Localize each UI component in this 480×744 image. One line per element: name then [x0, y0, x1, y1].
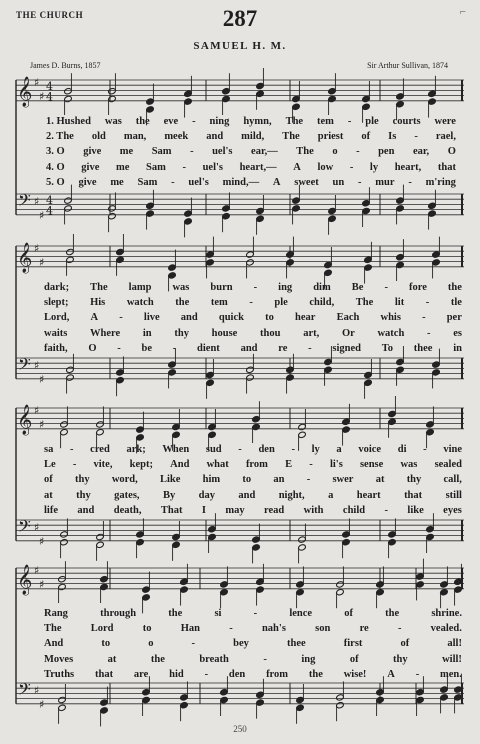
lyric-syllable: ly [311, 444, 320, 455]
lyric-syllable: Lord, [44, 312, 70, 324]
lyric-syllable: ly [369, 161, 379, 173]
lyric-syllable: thy [76, 489, 91, 501]
lyric-syllable: watch [377, 327, 405, 339]
lyric-syllable: call, [443, 474, 462, 486]
sharp-icon: ♯ [39, 209, 45, 222]
lyric-syllable: per [446, 312, 462, 324]
lyric-syllable: vealed. [430, 623, 462, 635]
lyric-syllable: - [191, 638, 196, 650]
lyric-syllable: - [422, 312, 426, 324]
lyric-syllable: from [266, 668, 289, 680]
treble-clef-icon: 𝄞 [17, 405, 33, 435]
lyric-syllable: a [336, 444, 342, 455]
lyric-syllable: Han [180, 623, 200, 635]
lyric-syllable: night, [278, 489, 305, 501]
lyric-syllable: child [342, 504, 366, 516]
lyric-syllable: watch [126, 297, 154, 309]
lyric-syllable: O [447, 146, 456, 158]
lyric-syllable: o [148, 638, 154, 650]
sharp-icon: ♯ [34, 564, 40, 577]
lyric-syllable: vite, [93, 459, 113, 471]
lyric-syllable: voice [358, 444, 382, 455]
lyric-syllable: Where [90, 327, 121, 339]
lyric-syllable: I [201, 504, 206, 516]
lyric-syllable: den [258, 444, 275, 455]
lyric-syllable: Rang [44, 608, 68, 619]
lyric-syllable: - [308, 342, 312, 354]
lyric-syllable: him [202, 474, 221, 486]
lyric-syllable: 5. O [46, 176, 65, 188]
sharp-icon: ♯ [34, 76, 40, 89]
lyric-syllable: mur [375, 176, 395, 188]
lyric-syllable: through [100, 608, 137, 619]
lyric-syllable: ear,— [251, 146, 278, 158]
lyric-syllable: - [423, 444, 427, 455]
lyric-syllable: the [175, 297, 190, 309]
lyric-syllable: like [407, 504, 424, 516]
time-signature: 4 [46, 204, 53, 218]
lyric-line-verse-3 [44, 312, 462, 323]
lyric-syllable: Lord [90, 623, 114, 635]
lyric-syllable: shrine. [431, 608, 462, 619]
lyric-syllable: child, [309, 297, 335, 309]
lyric-syllable: and [77, 504, 95, 516]
lyric-syllable: To [381, 342, 394, 354]
lyric-syllable: - [415, 668, 420, 680]
lyric-syllable: - [309, 459, 313, 471]
lyric-line-verse-4 [44, 328, 462, 339]
lyric-syllable: Sam [137, 176, 158, 188]
lyric-syllable: mind,— [222, 176, 260, 188]
lyric-syllable: in [453, 342, 462, 354]
lyric-syllable: meek [164, 131, 189, 143]
lyric-syllable: gates, [114, 489, 140, 501]
lyric-syllable: uel's [188, 176, 209, 188]
lyric-syllable: A [272, 176, 281, 188]
sharp-icon: ♯ [39, 578, 45, 591]
lyric-syllable: was [400, 459, 418, 471]
lyric-syllable: 1. Hushed [46, 116, 91, 127]
lyric-syllable: es [453, 327, 462, 339]
lyric-syllable: the [135, 116, 150, 127]
lyric-syllable: that [94, 668, 114, 680]
lyric-syllable: wise! [343, 668, 367, 680]
sharp-icon: ♯ [34, 684, 40, 697]
lyric-syllable: - [204, 668, 209, 680]
lyric-syllable: faith, [44, 342, 68, 354]
sharp-icon: ♯ [39, 90, 45, 103]
lyric-syllable: a [328, 489, 334, 501]
lyric-syllable: - [347, 116, 352, 127]
lyric-line-verse-3 [44, 474, 462, 485]
lyric-line-verse-2 [44, 623, 462, 634]
lyric-syllable: Le [44, 459, 56, 471]
lyric-line-verse-4 [44, 490, 462, 501]
lyric-line-verse-5 [44, 343, 462, 354]
lyric-syllable: A [387, 668, 395, 680]
lyric-syllable: Like [160, 474, 181, 486]
lyric-syllable: at [44, 489, 53, 501]
lyric-syllable: and [180, 312, 198, 324]
lyric-syllable: lence [289, 608, 313, 619]
lyric-syllable: - [119, 312, 123, 324]
lyric-syllable: - [249, 297, 253, 309]
lyric-syllable: The [282, 131, 300, 143]
lyric-syllable: - [425, 297, 430, 309]
lyric-syllable: in [142, 327, 152, 339]
lyric-syllable: - [397, 623, 402, 635]
lyric-syllable: may [225, 504, 245, 516]
sharp-icon: ♯ [34, 404, 40, 417]
lyric-line-verse-1 [44, 444, 462, 455]
lyric-syllable: 2. The [46, 131, 74, 143]
lyric-syllable: E [285, 459, 293, 471]
lyric-syllable: of [44, 474, 53, 486]
lyric-syllable: hid [169, 668, 184, 680]
lyric-syllable: tle [450, 297, 462, 309]
lyric-syllable: - [291, 444, 295, 455]
lyric-syllable: Moves [44, 653, 74, 665]
lyric-syllable: day [198, 489, 215, 501]
lyric-syllable: di [397, 444, 407, 455]
lyric-syllable: Sam [151, 146, 172, 158]
treble-clef-icon: 𝄞 [17, 77, 33, 107]
lyric-syllable: ning [209, 116, 230, 127]
lyric-syllable: Sam [146, 161, 166, 173]
lyric-syllable: By [162, 489, 176, 501]
lyric-syllable: breath [199, 653, 229, 665]
lyric-syllable: are [133, 668, 149, 680]
lyric-syllable: ing [301, 653, 316, 665]
lyric-syllable: - [356, 146, 360, 158]
lyric-syllable: Truths [44, 668, 75, 680]
bass-clef-icon: 𝄢 [18, 516, 31, 540]
lyric-syllable: ear, [412, 146, 430, 158]
lyric-syllable: - [253, 282, 258, 293]
sharp-icon: ♯ [39, 698, 45, 711]
lyric-syllable: un [332, 176, 345, 188]
lyric-syllable: the [385, 608, 400, 619]
lyric-line-verse-3 [46, 146, 456, 157]
lyric-syllable: ple [274, 297, 288, 309]
lyric-syllable: thy [406, 474, 422, 486]
time-signature: 4 [46, 194, 53, 207]
lyric-syllable: thy [74, 474, 90, 486]
lyric-syllable: that [404, 489, 423, 501]
corner-mark-icon: ⌐ [459, 6, 466, 18]
lyric-syllable: A [90, 312, 99, 324]
lyric-syllable: to [265, 312, 274, 324]
lyric-syllable: - [358, 176, 362, 188]
lyric-syllable: signed [332, 342, 361, 354]
lyric-syllable: tem [210, 297, 228, 309]
lyric-syllable: and [240, 342, 258, 354]
lyric-syllable: When [162, 444, 190, 455]
lyric-syllable: m'ring [425, 176, 456, 188]
lyric-syllable: O [88, 342, 97, 354]
lyric-syllable: - [229, 623, 233, 635]
lyric-syllable: still [445, 489, 462, 501]
lyric-syllable: thee [413, 342, 433, 354]
lyric-syllable: dient [197, 342, 220, 354]
lyric-syllable: fore [409, 282, 427, 293]
bass-clef-icon: 𝄢 [18, 354, 31, 378]
lyric-syllable: the [168, 608, 183, 619]
lyric-syllable: the [308, 668, 323, 680]
lyric-syllable: burn [210, 282, 233, 293]
lyric-syllable: and [206, 131, 224, 143]
lyric-syllable: to [142, 623, 152, 635]
lyric-syllable: son [315, 623, 331, 635]
lyric-syllable: give [83, 146, 102, 158]
lyric-syllable: - [408, 176, 412, 188]
lyric-syllable: re [278, 342, 288, 354]
lyric-syllable: mild, [241, 131, 265, 143]
lyric-syllable: swer [332, 474, 354, 486]
lyric-syllable: what [206, 459, 229, 471]
lyric-syllable: lit [394, 297, 405, 309]
author-credit: James D. Burns, 1857 [30, 61, 101, 70]
lyric-syllable: be [141, 342, 153, 354]
lyric-syllable: all! [447, 638, 462, 650]
lyric-syllable: - [172, 342, 177, 354]
lyric-syllable: eve [163, 116, 179, 127]
sharp-icon: ♯ [34, 521, 40, 534]
lyric-syllable: - [171, 176, 175, 188]
sharp-icon: ♯ [34, 359, 40, 372]
lyric-syllable: And [44, 638, 64, 650]
lyric-syllable: at [375, 474, 385, 486]
lyric-syllable: 4. O [46, 161, 65, 173]
lyric-syllable: the [447, 282, 462, 293]
lyric-syllable: re [359, 623, 369, 635]
lyric-syllable: - [384, 282, 388, 293]
lyric-syllable: - [72, 459, 77, 471]
lyric-syllable: house [211, 327, 238, 339]
lyric-line-verse-1 [46, 116, 456, 127]
lyric-syllable: The [296, 146, 314, 158]
lyric-syllable: - [182, 161, 186, 173]
lyric-syllable: The [285, 116, 304, 127]
sharp-icon: ♯ [39, 418, 45, 431]
lyric-syllable: low [317, 161, 334, 173]
lyric-syllable: was [104, 116, 122, 127]
lyric-syllable: me [110, 176, 124, 188]
lyric-line-verse-3 [44, 638, 462, 649]
lyric-line-verse-5 [44, 505, 462, 516]
lyric-syllable: nah's [261, 623, 286, 635]
lyric-syllable: That [160, 504, 183, 516]
lyric-syllable: read [264, 504, 285, 516]
lyric-syllable: Or [341, 327, 355, 339]
lyric-syllable: Be [351, 282, 364, 293]
lyric-syllable: heart,— [239, 161, 277, 173]
lyric-syllable: and [238, 489, 256, 501]
lyric-syllable: 3. O [46, 146, 65, 158]
lyric-syllable: - [263, 653, 267, 665]
lyric-syllable: The [90, 282, 108, 293]
lyric-syllable: si [214, 608, 222, 619]
sharp-icon: ♯ [39, 535, 45, 548]
lyric-syllable: bey [233, 638, 249, 650]
lyric-syllable: The [44, 623, 62, 635]
lyric-syllable: uel's [202, 161, 223, 173]
lyric-syllable: kept; [129, 459, 153, 471]
lyric-syllable: dim [313, 282, 331, 293]
lyric-syllable: was [172, 282, 190, 293]
lyric-syllable: A [293, 161, 301, 173]
lyric-syllable: from [245, 459, 268, 471]
sharp-icon: ♯ [39, 256, 45, 269]
lyric-line-verse-5 [46, 177, 456, 188]
lyric-syllable: will! [442, 653, 462, 665]
lyric-syllable: give [81, 161, 100, 173]
page-number: 250 [233, 724, 247, 734]
lyric-syllable: with [303, 504, 324, 516]
lyric-syllable: rael, [435, 131, 456, 143]
lyric-syllable: of [349, 653, 359, 665]
lyric-syllable: hear [295, 312, 316, 324]
lyric-syllable: heart [356, 489, 381, 501]
lyric-syllable: were [434, 116, 456, 127]
lyric-line-verse-2 [44, 297, 462, 308]
lyric-syllable: to [101, 638, 111, 650]
lyric-syllable: eyes [443, 504, 462, 516]
lyric-syllable: pen [378, 146, 395, 158]
lyric-syllable: live [143, 312, 160, 324]
lyric-syllable: - [349, 161, 354, 173]
lyric-syllable: art, [303, 327, 320, 339]
time-signature: 4 [46, 80, 53, 93]
lyric-syllable: - [384, 504, 389, 516]
lyric-line-verse-4 [46, 162, 456, 173]
composer-credit: Sir Arthur Sullivan, 1874 [367, 61, 448, 70]
lyric-syllable: first [343, 638, 363, 650]
lyric-syllable: priest [317, 131, 344, 143]
lyric-syllable: hymn, [243, 116, 272, 127]
bass-clef-icon: 𝄢 [18, 679, 31, 703]
lyric-syllable: ark; [126, 444, 146, 455]
lyric-syllable: - [414, 131, 418, 143]
lyric-syllable: quick [218, 312, 244, 324]
lyric-syllable: - [70, 444, 74, 455]
lyric-syllable: that [437, 161, 456, 173]
lyric-syllable: an [273, 474, 285, 486]
lyric-syllable: ple [365, 116, 379, 127]
hymn-number: 287 [222, 6, 258, 31]
lyric-syllable: life [44, 504, 58, 516]
lyric-syllable: thee [286, 638, 306, 650]
lyric-syllable: men. [440, 668, 462, 680]
lyric-syllable: - [117, 342, 121, 354]
lyric-syllable: courts [392, 116, 421, 127]
lyric-syllable: - [306, 474, 311, 486]
lyric-syllable: lamp [128, 282, 152, 293]
lyric-syllable: give [78, 176, 97, 188]
lyric-syllable: word, [111, 474, 138, 486]
lyric-syllable: thou [260, 327, 281, 339]
lyric-syllable: - [238, 444, 242, 455]
lyric-syllable: uel's [212, 146, 233, 158]
lyric-syllable: o [332, 146, 338, 158]
lyric-syllable: waits [44, 327, 68, 339]
lyric-syllable: at [107, 653, 117, 665]
lyric-syllable: thy [174, 327, 189, 339]
lyric-syllable: - [190, 146, 194, 158]
lyric-line-verse-4 [44, 654, 462, 665]
treble-clef-icon: 𝄞 [17, 243, 33, 273]
lyric-syllable: - [253, 608, 258, 619]
lyric-syllable: thy [393, 653, 408, 665]
lyric-line-verse-2 [46, 131, 456, 142]
lyric-syllable: of [400, 638, 410, 650]
running-head: THE CHURCH [16, 10, 84, 20]
lyric-syllable: li's [329, 459, 343, 471]
lyric-syllable: the [150, 653, 165, 665]
lyric-syllable: sud [205, 444, 222, 455]
lyric-syllable: sa [44, 444, 54, 455]
lyric-syllable: me [115, 161, 130, 173]
lyric-syllable: Is [388, 131, 397, 143]
lyric-line-verse-5 [44, 669, 462, 680]
treble-clef-icon: 𝄞 [17, 565, 33, 595]
lyric-syllable: - [427, 327, 431, 339]
lyric-syllable: The [355, 297, 374, 309]
lyric-syllable: tem [317, 116, 334, 127]
lyric-syllable: And [170, 459, 190, 471]
sharp-icon: ♯ [34, 195, 40, 208]
tune-name: SAMUEL H. M. [193, 40, 287, 52]
lyric-syllable: cred [90, 444, 110, 455]
bass-clef-icon: 𝄢 [18, 190, 31, 214]
lyric-syllable: of [361, 131, 371, 143]
lyric-syllable: sealed [434, 459, 462, 471]
lyric-syllable: whis [380, 312, 401, 324]
lyric-syllable: man, [123, 131, 147, 143]
lyric-line-verse-2 [44, 459, 462, 470]
lyric-syllable: den [228, 668, 246, 680]
time-signature: 4 [46, 90, 53, 104]
lyric-syllable: sweet [294, 176, 319, 188]
lyric-syllable: old [91, 131, 106, 143]
lyric-syllable: ing [278, 282, 293, 293]
lyric-syllable: me [119, 146, 134, 158]
lyric-line-verse-1 [44, 608, 462, 619]
lyric-syllable: His [90, 297, 106, 309]
sharp-icon: ♯ [34, 242, 40, 255]
lyric-syllable: to [242, 474, 252, 486]
lyric-syllable: dark; [44, 282, 70, 293]
lyric-syllable: death, [113, 504, 142, 516]
lyric-syllable: Each [336, 312, 360, 324]
lyric-syllable: sense [359, 459, 384, 471]
lyric-line-verse-1 [44, 282, 462, 293]
lyric-syllable: heart, [394, 161, 422, 173]
lyric-syllable: - [192, 116, 196, 127]
sharp-icon: ♯ [39, 373, 45, 386]
lyric-syllable: of [344, 608, 353, 619]
lyric-syllable: slept; [44, 297, 69, 309]
lyric-syllable: vine [443, 444, 462, 455]
